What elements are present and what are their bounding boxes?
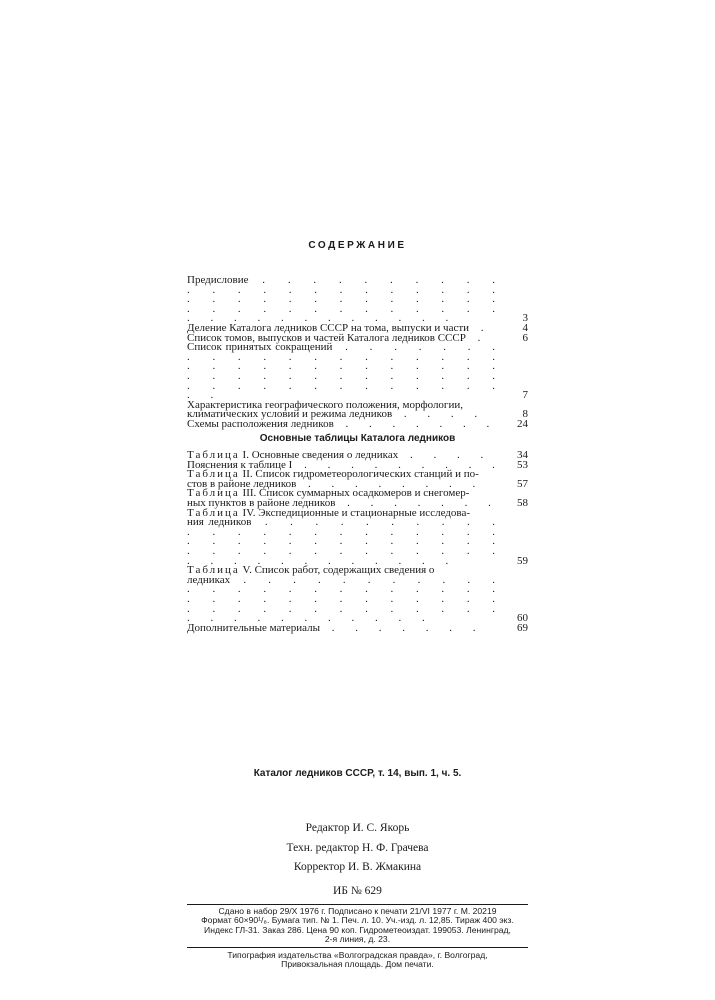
toc-entry-text: Деление Каталога ледников СССР на тома, выпуски и части . [187,321,493,334]
page-number: 6 [522,331,528,344]
table-label: Таблица [187,564,240,577]
editor-line: Редактор И. С. Якорь [305,822,410,834]
toc-entry-text: климатических условий и режима ледников . . . . [187,408,487,421]
leader-dots: . [469,321,493,334]
print-detail-line: Индекс ГЛ-31. Заказ 286. Цена 90 коп. Гидрометеоиздат. 199053. Ленинград, [204,924,511,935]
print-details [187,907,528,945]
toc-entry-text: ледниках . . . . . . . . . . . . . . . . . . . . . . . . . . . . . . . . . . . . . . . . . . . . . . . . . . . . . . . . . . . . . [187,573,504,625]
table-label: Таблица [187,468,240,481]
toc-entry [187,506,528,567]
page-number: 4 [522,321,528,334]
print-detail-line: 2-я линия, д. 23. [324,934,391,945]
toc-entry [187,566,528,624]
leader-dots: . . . . . . . [333,417,499,430]
page-number: 60 [517,612,528,625]
page-number: 57 [517,477,528,490]
leader-dots: . . . . [398,449,493,462]
leader-dots: . [465,331,490,344]
page-number: 59 [517,554,528,567]
toc-entry-text: Таблица V. Список работ, содержащих сведения о [187,564,435,577]
table-of-contents [187,276,528,633]
ib-number: ИБ № 629 [333,885,382,897]
toc-entry-text: Таблица I. Основные сведения о ледниках . . . . [187,449,493,462]
toc-entry-text: Предисловие . . . . . . . . . . . . . . . . . . . . . . . . . . . . . . . . . . . . . . . . . . . . . . . . . . . . . . . . . . . . . [187,274,504,325]
leader-dots: . . . . . . . . . [292,458,504,471]
divider-top [187,904,528,905]
page-number: 24 [517,417,528,430]
page-number: 53 [517,458,528,471]
page-number: 69 [517,621,528,634]
printer-line: Типография издательства «Волгоградская правда», г. Волгоград, [227,950,488,960]
divider-bottom [187,947,528,948]
toc-entry-text: Дополнительные материалы . . . . . . . [187,621,485,634]
printer-line: Привокзальная площадь. Дом печати. [281,959,434,970]
leader-dots: . . . . . . . . . . . . . . . . . . . . . . . . . . . . . . . . . . . . . . . . . . . . . . . . . . . . . . . . . . . . . [187,573,504,625]
toc-entry-text: Список томов, выпусков и частей Каталога ледников СССР . [187,331,490,344]
leader-dots: . . . . . . . [320,621,485,634]
page-number: 34 [517,449,528,462]
toc-entry-text: Список принятых сокращений . . . . . . . . . . . . . . . . . . . . . . . . . . . . . . . . . . . . . . . . . . . . . . . . . . . . . . . . . . . . . [187,341,504,402]
toc-title: СОДЕРЖАНИЕ [308,240,407,251]
leader-dots: . . . . . . . . . . . . . . . . . . . . . . . . . . . . . . . . . . . . . . . . . . . . . . . . . . . . . . . . . . . . . [187,274,504,325]
proofreader-line: Корректор И. В. Жмакина [293,861,422,873]
toc-entry [187,276,528,324]
print-detail-line: Сдано в набор 29/X 1976 г. Подписано к печати 21/VI 1977 г. М. 20219 [218,906,497,916]
table-label: Таблица [187,449,240,462]
leader-dots: . . . . . . . . . . . . . . . . . . . . . . . . . . . . . . . . . . . . . . . . . . . . . . . . . . . . . . . . . . . . . [187,341,504,402]
leader-dots: . . . . . . . . [296,477,485,490]
toc-entry [187,417,528,430]
page-number: 3 [522,312,528,325]
toc-entry-text: Таблица II. Список гидрометеорологических станций и по- [187,468,479,481]
toc-entry-text: стов в районе ледников . . . . . . . . [187,477,485,490]
toc-entry-text: Таблица IV. Экспедиционные и стационарные исследова- [187,506,470,519]
page-number: 7 [522,389,528,402]
leader-dots: . . . . [392,408,487,421]
toc-table-entries [187,451,528,633]
toc-entry-text: Характеристика географического положения, морфологии, [187,398,463,411]
toc-entry [187,343,528,401]
catalog-reference: Каталог ледников СССР, т. 14, вып. 1, ч. 5. [253,768,462,779]
print-detail-line: Формат 60×90¹/₈. Бумага тип. № 1. Печ. л. 10. Уч.-изд. л. 12,85. Тираж 400 экз. [201,915,514,926]
toc-entry-text: ных пунктов в районе ледников . . . . . . . [187,497,500,510]
toc-entry-text: ния ледников . . . . . . . . . . . . . . . . . . . . . . . . . . . . . . . . . . . . . . . . . . . . . . . . . . . . . . . . . . . . . [187,516,504,567]
tech-editor-line: Техн. редактор Н. Ф. Грачева [286,842,429,854]
printer-info [187,951,528,970]
leader-dots: . . . . . . . [335,497,500,510]
toc-entry-text: Таблица III. Список суммарных осадкомеров и снегомер- [187,487,470,500]
table-label: Таблица [187,487,240,500]
toc-main-entries [187,276,528,430]
table-label: Таблица [187,506,240,519]
section-heading: Основные таблицы Каталога ледников [259,432,456,444]
leader-dots: . . . . . . . . . . . . . . . . . . . . . . . . . . . . . . . . . . . . . . . . . . . . . . . . . . . . . . . . . . . . . [187,516,504,567]
page-number: 8 [522,408,528,421]
page-number: 58 [517,497,528,510]
toc-entry-text: Схемы расположения ледников . . . . . . . [187,417,499,430]
toc-entry-text: Пояснения к таблице I . . . . . . . . . [187,458,504,471]
toc-entry [187,621,528,634]
